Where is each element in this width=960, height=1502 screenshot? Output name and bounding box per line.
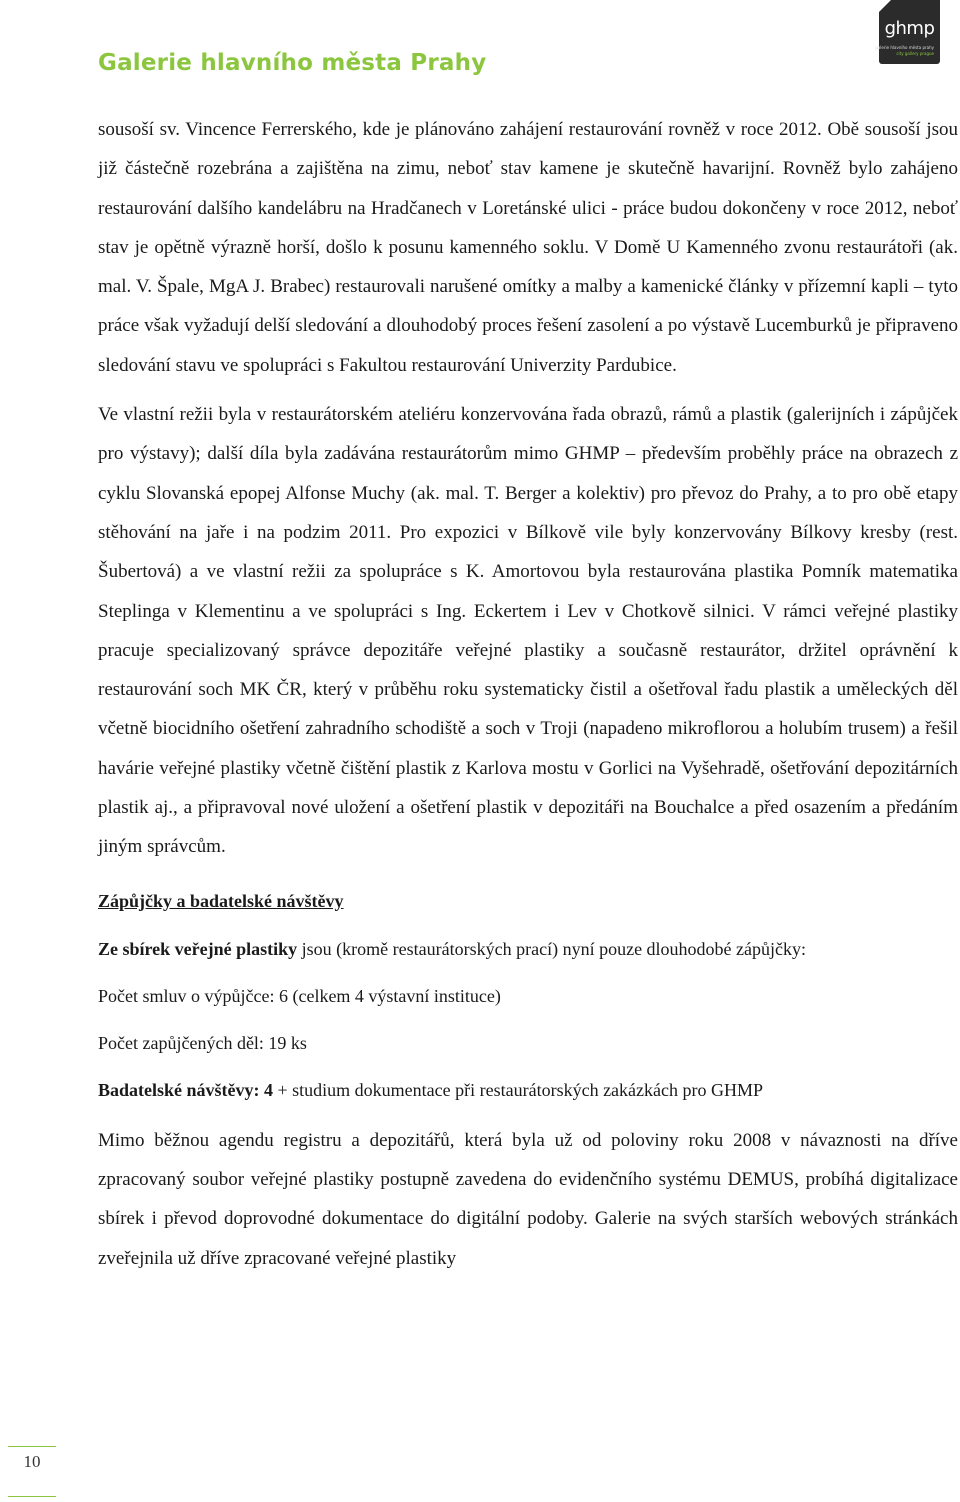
research-visits-bold: Badatelské návštěvy: 4 bbox=[98, 1079, 273, 1100]
document-body bbox=[98, 110, 958, 1297]
loan-contracts-count: Počet smluv o výpůjčce: 6 (celkem 4 výstavní instituce) bbox=[98, 985, 501, 1006]
paragraph-restoration-works: sousoší sv. Vincence Ferrerského, kde je plánováno zahájení restaurování rovněž v roce 2012. Obě sousoší jsou již částečně rozebrána a zajištěna na zimu, neboť stav kamene je skutečně havarijní. Rovněž bylo zahájeno restaurování dalšího kandelábru na Hradčanech v Loretánské ulici - práce budou dokončeny v roce 2012, neboť stav je opětně výrazně horší, došlo k posunu kamenného soklu. V Domě U Kamenného zvonu restaurátoři (ak. mal. V. Špale, MgA J. Brabec) restaurovali narušené omítky a malby a kamenické články v přízemní kapli – tyto práce však vyžadují delší sledování a dlouhodobý proces řešení zasolení a po výstavě Lucemburků je připraveno sledování stavu ve spolupráci s Fakultou restaurování Univerzity Pardubice. bbox=[98, 119, 958, 376]
ghmp-logo bbox=[875, 0, 940, 64]
page-number-rule-bottom bbox=[8, 1496, 56, 1497]
loans-intro-bold: Ze sbírek veřejné plastiky bbox=[98, 938, 298, 959]
logo-subtitle: galerie hlavního města prahy bbox=[875, 45, 934, 50]
logo-text: ghmp bbox=[884, 18, 935, 39]
page-number-rule-top bbox=[8, 1446, 56, 1447]
loaned-works-count: Počet zapůjčených děl: 19 ks bbox=[98, 1032, 307, 1053]
paragraph-conservation: Ve vlastní režii byla v restaurátorském ateliéru konzervována řada obrazů, rámů a plastik (galerijních i zápůjček pro výstavy); další díla byla zadávána restaurátorům mimo GHMP – především proběhly práce na obrazech z cyklu Slovanská epopej Alfonse Muchy (ak. mal. T. Berger a kolektiv) pro převoz do Prahy, a to pro obě etapy stěhování na jaře i na podzim 2011. Pro expozici v Bílkově vile byly konzervovány Bílkovy kresby (rest. Šubertová) a ve vlastní režii za spolupráce s K. Amortovou byla restaurována plastika Pomník matematika Steplinga v Klementinu a ve spolupráci s Ing. Eckertem i Lev v Chotkově silnici. V rámci veřejné plastiky pracuje specializovaný správce depozitáře veřejné plastiky a současně restaurátor, držitel oprávnění k restaurování soch MK ČR, který v průběhu roku systematicky čistil a ošetřoval řadu plastik a uměleckých děl včetně biocidního ošetření zahradního schodiště a soch v Troji (napadeno mikroflorou a holubím trusem) a řešil havárie veřejné plastiky včetně čištění plastik z Karlova mostu v Gorlici na Vyšehradě, ošetřování depozitárních plastik aj., a připravoval nové uložení a ošetření plastik v depozitáři na Bouchalce a před osazením a předáním jiným správcům. bbox=[98, 404, 958, 858]
research-visits-line bbox=[98, 1077, 958, 1103]
section-heading: Zápůjčky a badatelské návštěvy bbox=[98, 890, 344, 911]
logo-subtitle-en: city gallery prague bbox=[896, 51, 934, 56]
research-visits-rest: + studium dokumentace při restaurátorských zakázkách pro GHMP bbox=[273, 1079, 764, 1100]
loans-intro-line bbox=[98, 936, 958, 962]
page-header-title: Galerie hlavního města Prahy bbox=[98, 50, 487, 76]
loans-intro-rest: jsou (kromě restaurátorských prací) nyní pouze dlouhodobé zápůjčky: bbox=[297, 938, 807, 959]
logo-corner-notch bbox=[879, 0, 891, 12]
page-number: 10 bbox=[23, 1452, 41, 1471]
paragraph-digitalization: Mimo běžnou agendu registru a depozitářů, která byla už od poloviny roku 2008 v návaznosti na dříve zpracovaný soubor veřejné plastiky postupně zavedena do evidenčního systému DEMUS, probíhá digitalizace sbírek i převod doprovodné dokumentace do digitální podoby. Galerie na svých starších webových stránkách zveřejnila už dříve zpracované veřejné plastiky bbox=[98, 1129, 958, 1269]
